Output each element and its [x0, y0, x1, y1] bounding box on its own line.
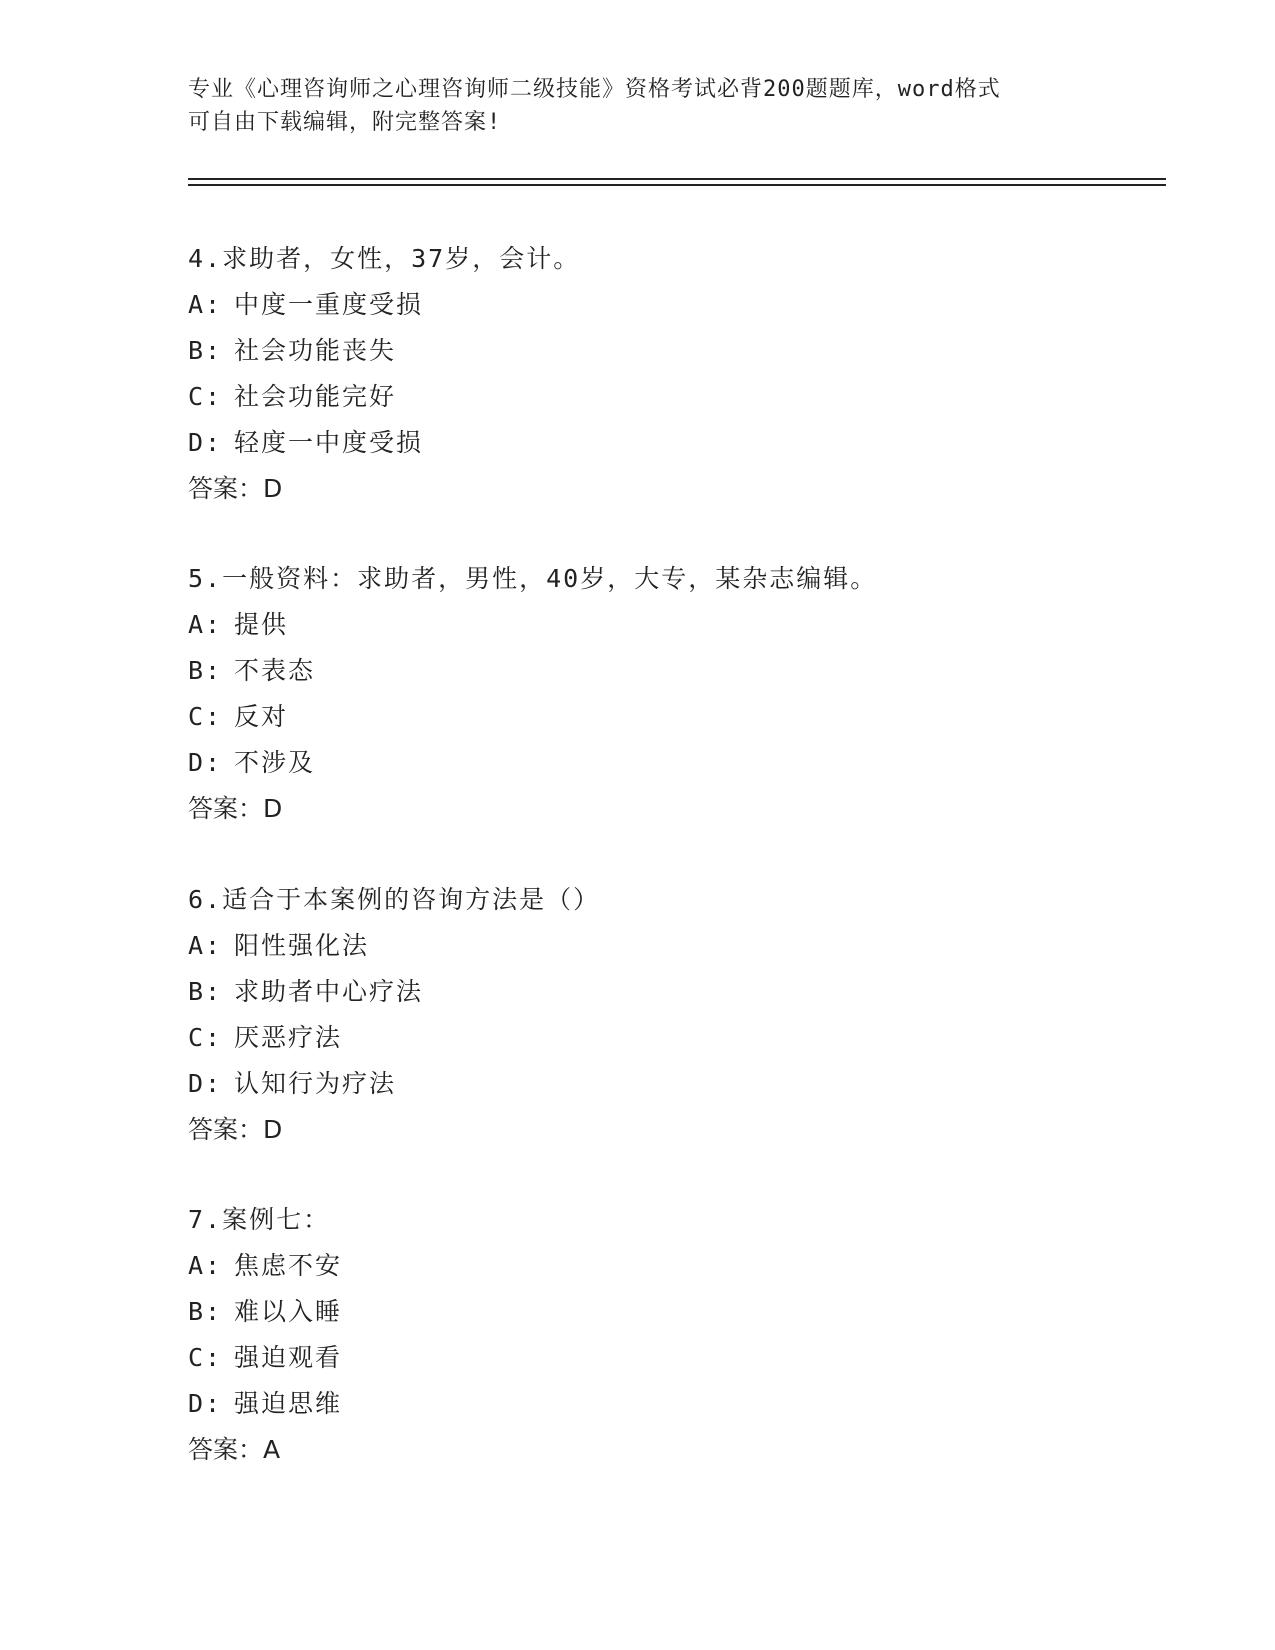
answer-line: 答案：D [188, 794, 283, 823]
question-4 [188, 236, 1148, 512]
answer-line: 答案：D [188, 1115, 283, 1144]
option-c [188, 694, 1148, 740]
question-7 [188, 1197, 1148, 1473]
option-d [188, 740, 1148, 786]
option-label: D: [188, 1069, 223, 1098]
option-b [188, 328, 1148, 374]
option-text: 求助者中心疗法 [234, 977, 424, 1006]
option-label: B: [188, 1297, 223, 1326]
option-text: 社会功能丧失 [234, 336, 397, 365]
question-text: 4.求助者，女性，37岁，会计。 [188, 244, 581, 273]
option-a [188, 282, 1148, 328]
option-text: 厌恶疗法 [234, 1023, 343, 1052]
option-label: A: [188, 290, 223, 319]
option-text: 反对 [234, 702, 289, 731]
option-c [188, 1015, 1148, 1061]
option-text: 轻度一中度受损 [234, 428, 424, 457]
option-label: C: [188, 382, 223, 411]
option-text: 提供 [234, 610, 289, 639]
option-d [188, 1061, 1148, 1107]
option-text: 阳性强化法 [234, 931, 370, 960]
option-b [188, 969, 1148, 1015]
option-d [188, 420, 1148, 466]
option-label: D: [188, 1389, 223, 1418]
option-text: 焦虑不安 [234, 1251, 343, 1280]
option-label: A: [188, 1251, 223, 1280]
option-text: 不表态 [234, 656, 316, 685]
option-label: C: [188, 1343, 223, 1372]
option-label: D: [188, 748, 223, 777]
answer-line: 答案：A [188, 1435, 281, 1464]
header-divider-bottom [188, 184, 1166, 186]
option-label: B: [188, 336, 223, 365]
option-text: 强迫观看 [234, 1343, 343, 1372]
option-text: 难以入睡 [234, 1297, 343, 1326]
option-b [188, 648, 1148, 694]
option-d [188, 1381, 1148, 1427]
option-text: 社会功能完好 [234, 382, 397, 411]
option-label: C: [188, 1023, 223, 1052]
option-label: D: [188, 428, 223, 457]
question-text: 7.案例七： [188, 1205, 331, 1234]
option-text: 认知行为疗法 [234, 1069, 397, 1098]
header-line-2: 可自由下载编辑，附完整答案! [188, 110, 502, 135]
option-label: B: [188, 977, 223, 1006]
option-label: C: [188, 702, 223, 731]
option-b [188, 1289, 1148, 1335]
option-c [188, 374, 1148, 420]
header-line-1: 专业《心理咨询师之心理咨询师二级技能》资格考试必背200题题库，word格式 [188, 77, 1001, 102]
answer-line: 答案：D [188, 474, 283, 503]
option-text: 中度一重度受损 [234, 290, 424, 319]
header-divider-top [188, 178, 1166, 180]
question-text: 6.适合于本案例的咨询方法是（） [188, 885, 601, 914]
option-label: A: [188, 931, 223, 960]
option-label: B: [188, 656, 223, 685]
question-5 [188, 556, 1148, 832]
question-text: 5.一般资料：求助者，男性，40岁，大专，某杂志编辑。 [188, 564, 878, 593]
option-text: 强迫思维 [234, 1389, 343, 1418]
document-header [188, 73, 1088, 139]
option-a [188, 602, 1148, 648]
option-text: 不涉及 [234, 748, 316, 777]
option-a [188, 923, 1148, 969]
option-label: A: [188, 610, 223, 639]
option-a [188, 1243, 1148, 1289]
question-6 [188, 877, 1148, 1153]
option-c [188, 1335, 1148, 1381]
